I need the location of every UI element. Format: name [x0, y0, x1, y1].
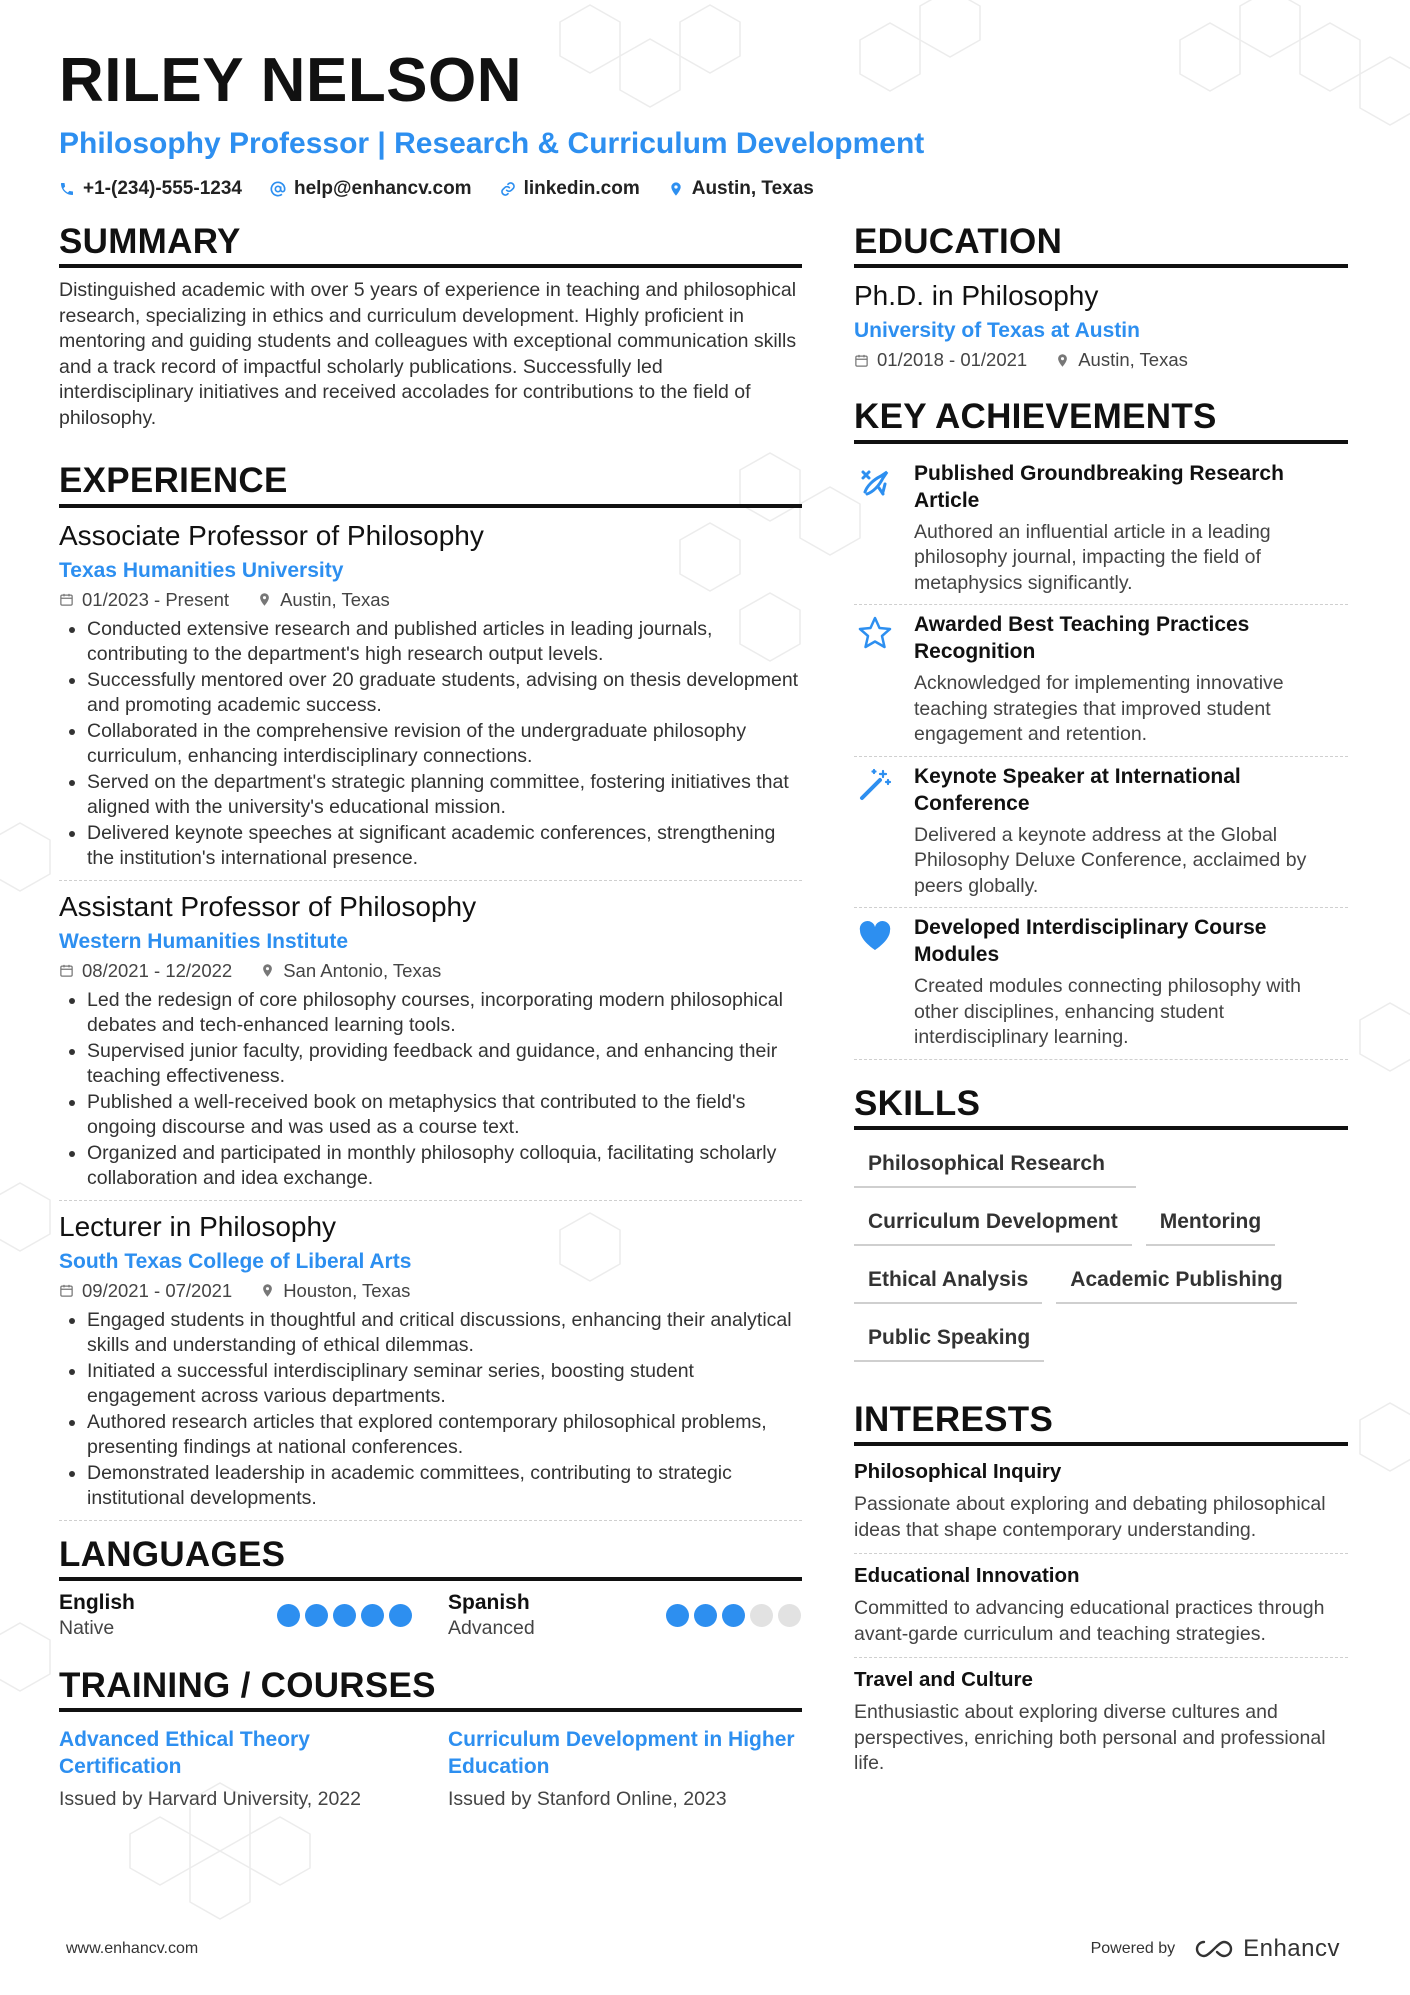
job-bullet: • Successfully mentored over 20 graduate students, advising on thesis development and promoting academic success. — [87, 668, 802, 719]
achievement-desc: Authored an influential article in a leading philosophy journal, impacting the field of metaphysics significantly. — [914, 520, 1271, 594]
job-bullet: • Supervised junior faculty, providing feedback and guidance, and enhancing their teaching effectiveness. — [87, 1039, 802, 1090]
job-dates-text: 09/2021 - 07/2021 — [82, 1279, 233, 1301]
job-title: Associate Professor of Philosophy — [59, 519, 484, 551]
contact-bar — [59, 178, 1351, 200]
achievement-desc: Created modules connecting philosophy with other disciplines, enhancing student interdisciplinary learning. — [914, 975, 1301, 1048]
job-title: Lecturer in Philosophy — [59, 1210, 337, 1242]
skill-tag: Public Speaking — [854, 1314, 1044, 1362]
job-bullets — [59, 988, 802, 1192]
education-heading: EDUCATION — [854, 222, 1348, 268]
job-bullet: • Served on the department's strategic planning committee, fostering initiatives that aligned with the university's educational mission. — [87, 770, 802, 821]
achievement-title: Published Groundbreaking Research Article — [914, 461, 1284, 512]
magic-wand-icon — [854, 763, 896, 900]
course-name: Curriculum Development in Higher Education — [448, 1728, 795, 1778]
course-issuer: Issued by Harvard University, 2022 — [59, 1788, 362, 1810]
linkedin-text: linkedin.com — [523, 178, 640, 199]
language-rating — [277, 1591, 412, 1640]
interest-title: Philosophical Inquiry — [854, 1460, 1062, 1483]
job-meta — [59, 589, 802, 611]
brand-logo[interactable] — [1193, 1935, 1340, 1963]
contact-location — [668, 178, 814, 200]
rating-dot-filled — [305, 1604, 328, 1627]
heart-icon — [854, 914, 896, 1051]
courses-list — [59, 1722, 802, 1811]
page-footer — [66, 1935, 1340, 1963]
interest-item — [854, 1456, 1348, 1554]
language-name: English — [59, 1590, 135, 1614]
job-entry — [59, 1209, 802, 1521]
skills-heading: SKILLS — [854, 1084, 1348, 1130]
job-meta — [59, 960, 802, 982]
summary-heading: SUMMARY — [59, 222, 802, 268]
calendar-icon — [59, 963, 74, 978]
job-location-text: Austin, Texas — [280, 588, 390, 610]
experience-heading: EXPERIENCE — [59, 461, 802, 507]
interest-desc: Passionate about exploring and debating philosophical ideas that shape contemporary understanding. — [854, 1493, 1326, 1541]
rocket-launch-icon — [854, 460, 896, 597]
brand-name: Enhancv — [1243, 1935, 1340, 1962]
skill-tag: Mentoring — [1146, 1198, 1275, 1246]
skill-tag: Curriculum Development — [854, 1198, 1132, 1246]
job-bullet: • Engaged students in thoughtful and critical discussions, enhancing their analytical skills and understanding of ethical dilemmas. — [87, 1308, 802, 1359]
footer-url[interactable]: www.enhancv.com — [66, 1940, 199, 1957]
interest-desc: Enthusiastic about exploring diverse cultures and perspectives, enriching both personal and professional life. — [854, 1701, 1326, 1774]
job-bullet: • Initiated a successful interdisciplinary seminar series, boosting student engagement across various departments. — [87, 1359, 802, 1410]
map-pin-icon — [260, 1283, 275, 1298]
job-location — [260, 1280, 410, 1302]
job-bullets — [59, 617, 802, 872]
calendar-icon — [59, 592, 74, 607]
rating-dot-filled — [666, 1604, 689, 1627]
skill-tag: Philosophical Research — [854, 1140, 1136, 1188]
course-issuer: Issued by Stanford Online, 2023 — [448, 1788, 727, 1810]
map-pin-icon — [257, 592, 272, 607]
training-heading: TRAINING / COURSES — [59, 1666, 802, 1712]
powered-by — [1091, 1935, 1340, 1963]
course-item — [448, 1722, 801, 1811]
language-item — [448, 1591, 801, 1640]
education-dates-text: 01/2018 - 01/2021 — [877, 349, 1028, 371]
rating-dot-empty — [750, 1604, 773, 1627]
rating-dot-filled — [389, 1604, 412, 1627]
language-name: Spanish — [448, 1590, 530, 1614]
skills-list — [854, 1140, 1348, 1372]
rating-dot-empty — [778, 1604, 801, 1627]
company-name: Western Humanities Institute — [59, 929, 348, 953]
right-column — [854, 222, 1348, 1811]
job-meta — [59, 1280, 802, 1302]
job-location — [260, 960, 441, 982]
interests-heading: INTERESTS — [854, 1400, 1348, 1446]
achievement-item — [854, 908, 1348, 1060]
job-title: Assistant Professor of Philosophy — [59, 890, 477, 922]
rating-dot-filled — [361, 1604, 384, 1627]
job-bullet: • Demonstrated leadership in academic committees, contributing to strategic institutional developments. — [87, 1461, 802, 1512]
job-entry — [59, 889, 802, 1201]
contact-phone[interactable] — [59, 178, 242, 200]
achievements-heading: KEY ACHIEVEMENTS — [854, 397, 1348, 443]
job-bullet: • Delivered keynote speeches at significant academic conferences, strengthening the institution's international presence. — [87, 821, 802, 872]
interest-item — [854, 1664, 1348, 1787]
education-location-text: Austin, Texas — [1078, 349, 1188, 371]
skill-tag: Ethical Analysis — [854, 1256, 1042, 1304]
interest-title: Educational Innovation — [854, 1564, 1080, 1587]
skill-tag: Academic Publishing — [1056, 1256, 1296, 1304]
rating-dot-filled — [277, 1604, 300, 1627]
location-text: Austin, Texas — [691, 178, 814, 199]
email-text: help@enhancv.com — [293, 178, 472, 199]
language-item — [59, 1591, 412, 1640]
map-pin-icon — [1055, 353, 1070, 368]
job-dates — [59, 589, 229, 611]
languages-list — [59, 1591, 802, 1640]
candidate-name: RILEY NELSON — [59, 46, 523, 115]
company-name: Texas Humanities University — [59, 558, 344, 582]
job-bullet: • Authored research articles that explored contemporary philosophical problems, presenting findings at national conferences. — [87, 1410, 802, 1461]
rating-dot-filled — [694, 1604, 717, 1627]
candidate-title: Philosophy Professor | Research & Curriculum Development — [59, 127, 925, 160]
job-dates — [59, 960, 232, 982]
language-rating — [666, 1591, 801, 1640]
calendar-icon — [59, 1283, 74, 1298]
map-pin-icon — [668, 181, 684, 197]
language-level: Native — [59, 1616, 115, 1639]
achievement-title: Awarded Best Teaching Practices Recognition — [914, 613, 1250, 663]
achievement-item — [854, 454, 1348, 606]
job-location-text: Houston, Texas — [283, 1279, 411, 1301]
contact-email[interactable] — [270, 178, 472, 200]
degree-name: Ph.D. in Philosophy — [854, 280, 1099, 312]
interest-title: Travel and Culture — [854, 1668, 1033, 1691]
left-column — [59, 222, 802, 1811]
interest-desc: Committed to advancing educational practices through avant-garde curriculum and teaching strategies. — [854, 1597, 1325, 1645]
language-level: Advanced — [448, 1616, 535, 1639]
job-bullets — [59, 1308, 802, 1512]
job-bullet: • Conducted extensive research and published articles in leading journals, contributing to the department's high research output levels. — [87, 617, 802, 668]
link-icon — [500, 181, 516, 197]
achievement-desc: Acknowledged for implementing innovative teaching strategies that improved student engagement and retention. — [914, 672, 1284, 745]
job-dates — [59, 1280, 232, 1302]
achievement-item — [854, 605, 1348, 757]
job-bullet: • Collaborated in the comprehensive revision of the undergraduate philosophy curriculum, enhancing interdisciplinary connections. — [87, 719, 802, 770]
phone-text: +1-(234)-555-1234 — [83, 178, 242, 199]
course-item — [59, 1722, 412, 1811]
job-entry — [59, 518, 802, 881]
interest-item — [854, 1560, 1348, 1658]
rating-dot-filled — [333, 1604, 356, 1627]
job-bullet: • Published a well-received book on metaphysics that contributed to the field's ongoing discourse and was used as a course text. — [87, 1090, 802, 1141]
achievement-title: Developed Interdisciplinary Course Modules — [914, 916, 1267, 966]
course-name: Advanced Ethical Theory Certification — [59, 1728, 310, 1778]
education-dates — [854, 349, 1027, 371]
achievement-desc: Delivered a keynote address at the Global Philosophy Deluxe Conference, acclaimed by peers globally. — [914, 823, 1307, 897]
job-location-text: San Antonio, Texas — [283, 959, 442, 981]
job-location — [257, 589, 390, 611]
achievement-item — [854, 757, 1348, 909]
rating-dot-filled — [722, 1604, 745, 1627]
at-sign-icon — [270, 181, 286, 197]
star-icon — [854, 611, 896, 748]
map-pin-icon — [260, 963, 275, 978]
education-location — [1055, 349, 1188, 371]
summary-text: Distinguished academic with over 5 years of experience in teaching and philosophical research, specializing in ethics and curriculum development. Highly proficient in mentoring and guiding students and colleagues with exceptional communication skills and a track record of impactful scholarly publications. Successfully led interdisciplinary initiatives and received accolades for contributions to the field of philosophy. — [59, 279, 797, 429]
calendar-icon — [854, 353, 869, 368]
powered-by-label: Powered by — [1090, 1940, 1176, 1957]
education-meta — [854, 349, 1348, 371]
job-dates-text: 08/2021 - 12/2022 — [82, 959, 233, 981]
languages-heading: LANGUAGES — [59, 1535, 802, 1581]
job-bullet: • Led the redesign of core philosophy courses, incorporating modern philosophical debates and tech-enhanced learning tools. — [87, 988, 802, 1039]
job-dates-text: 01/2023 - Present — [82, 588, 230, 610]
infinity-logo-icon — [1193, 1938, 1235, 1960]
company-name: South Texas College of Liberal Arts — [59, 1249, 412, 1273]
achievement-title: Keynote Speaker at International Conference — [914, 764, 1241, 815]
school-name: University of Texas at Austin — [854, 319, 1140, 343]
contact-linkedin[interactable] — [500, 178, 640, 200]
phone-icon — [59, 181, 75, 197]
job-bullet: • Organized and participated in monthly philosophy colloquia, facilitating scholarly collaboration and idea exchange. — [87, 1141, 802, 1192]
